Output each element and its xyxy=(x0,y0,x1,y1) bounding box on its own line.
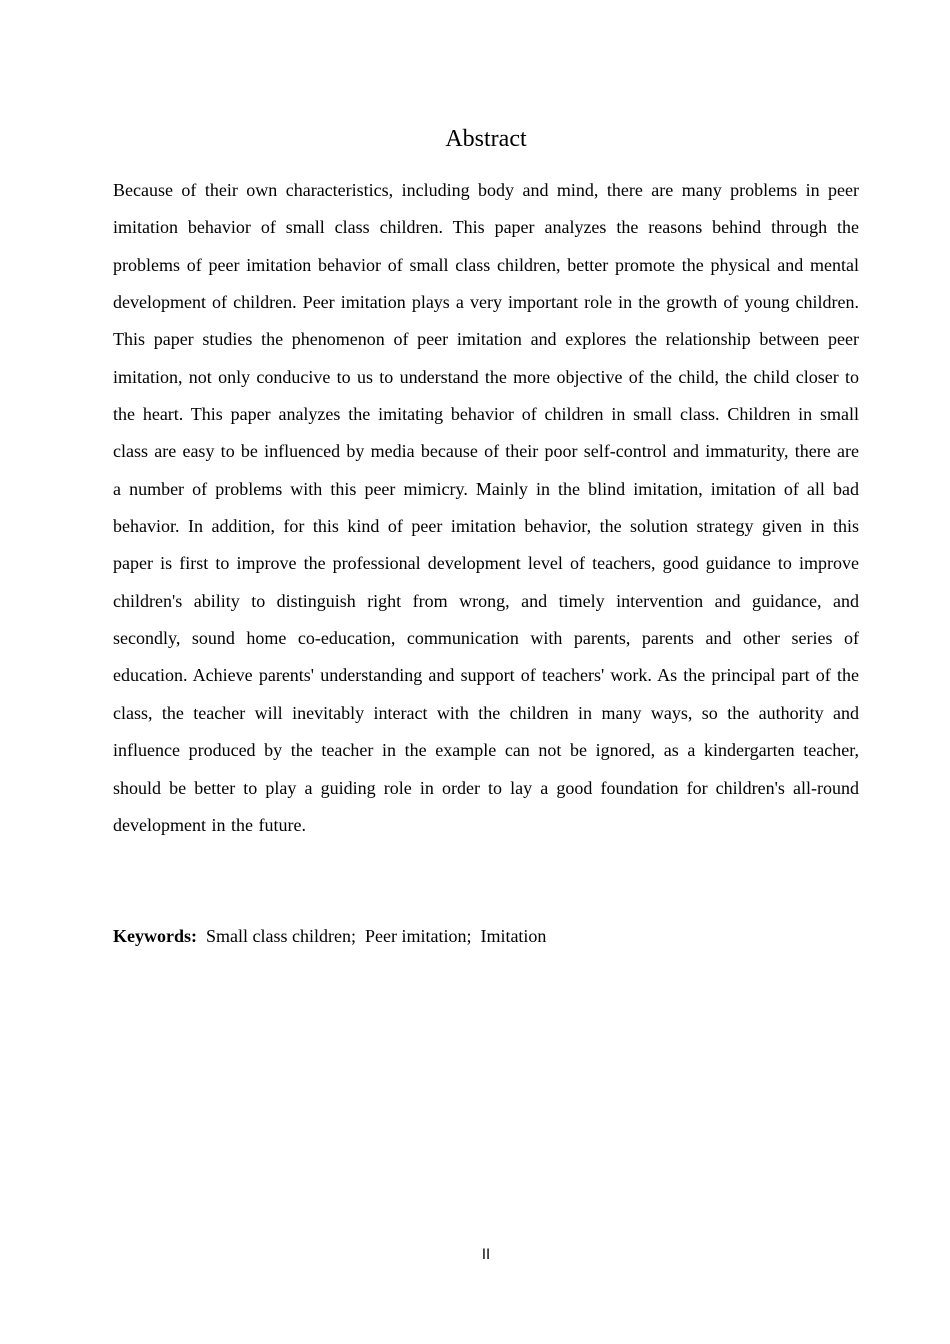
abstract-body: Because of their own characteristics, including body and mind, there are many problems in peer imitation behavior of small class children. This paper analyzes the reasons behind through the problems of peer imitation behavior of small class children, better promote the physical and mental development of children. Peer imitation plays a very important role in the growth of young children. This paper studies the phenomenon of peer imitation and explores the relationship between peer imitation, not only conducive to us to understand the more objective of the child, the child closer to the heart. This paper analyzes the imitating behavior of children in small class. Children in small class are easy to be influenced by media because of their poor self-control and immaturity, there are a number of problems with this peer mimicry. Mainly in the blind imitation, imitation of all bad behavior. In addition, for this kind of peer imitation behavior, the solution strategy given in this paper is first to improve the professional development level of teachers, good guidance to improve children's ability to distinguish right from wrong, and timely intervention and guidance, and secondly, sound home co-education, communication with parents, parents and other series of education. Achieve parents' understanding and support of teachers' work. As the principal part of the class, the teacher will inevitably interact with the children in many ways, so the authority and influence produced by the teacher in the example can not be ignored, as a kindergarten teacher, should be better to play a guiding role in order to lay a good foundation for children's all-round development in the future. xyxy=(113,180,859,835)
keywords-line xyxy=(113,918,859,955)
page-number: II xyxy=(481,1247,491,1263)
abstract-title: Abstract xyxy=(445,126,527,152)
keywords-list: Small class children; Peer imitation; Imitation xyxy=(197,926,547,946)
keywords-label: Keywords: xyxy=(113,926,197,946)
